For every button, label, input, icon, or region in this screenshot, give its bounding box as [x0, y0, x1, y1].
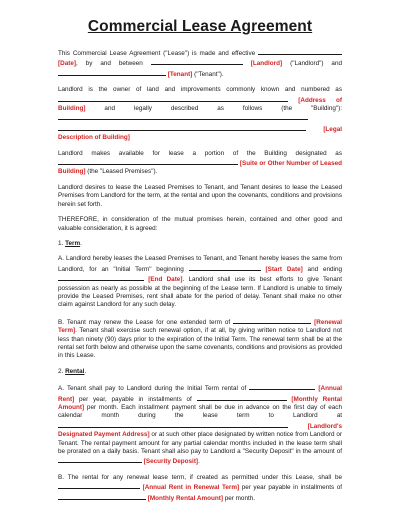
renewal-per-month-text: per month. — [224, 494, 256, 502]
renewal-monthly-field: [Monthly Rental Amount] — [147, 494, 223, 502]
section-term-number: 1. — [58, 239, 64, 247]
rental-due-text: per month. Each installment payment shall be due in advance on the first day of each calendar month during the lease term to Landlord at — [58, 404, 343, 420]
term-paragraph-a — [58, 255, 342, 309]
legal-description-field: [Legal Description of Building] — [58, 125, 342, 142]
parties-paragraph — [58, 48, 342, 79]
document-title: Commercial Lease Agreement — [87, 18, 313, 35]
section-term-period: . — [80, 239, 82, 247]
recital-paragraph: Landlord desires to lease the Leased Premises to Tenant, and Tenant desires to lease the Leased Premises from Landlord for the term, at the rental and upon the covenants, conditions and provisions herein set forth. — [58, 183, 342, 208]
section-rental-period: . — [84, 367, 87, 375]
section-rental-number: 2. — [58, 367, 64, 375]
start-date-field: [Start Date] — [265, 265, 303, 273]
term-ending-text: and ending — [307, 265, 342, 273]
end-date-field: [End Date] — [148, 276, 183, 284]
parties-between-text: , by and between — [75, 60, 143, 68]
landlord-blank — [151, 58, 243, 65]
premises-intro-text: Landlord makes available for lease a portion of the Building designated as — [58, 149, 342, 157]
rental-paragraph-a — [58, 383, 342, 467]
payment-address-field: [Landlord's Designated Payment Address] — [58, 422, 342, 439]
end-date-blank — [58, 274, 144, 281]
term-paragraph-b — [58, 317, 342, 361]
premises-defined-text: (the "Leased Premises"). — [87, 168, 158, 176]
term-body-text: . Landlord shall use its best efforts to give Tenant possession as nearly as possible at the beginning of the Lease term. If Landlord is unable to timely provide the Leased Premises, rent shall abate for the period of delay. Tenant shall make no other claim against Landlord for any such delay. — [58, 276, 343, 309]
renewal-monthly-blank — [58, 493, 146, 500]
landlord-field: [Landlord] — [250, 60, 283, 68]
start-date-blank — [189, 264, 261, 271]
term-intro-text: A. Landlord hereby leases the Leased Premises to Tenant, and Tenant hereby leases the same from Landlord, for an "Initial Term" beginning — [58, 255, 342, 273]
renewal-rent-intro-text: B. The rental for any renewal lease term, if created as permitted under this Lease, shall be — [58, 473, 342, 481]
renewal-intro-text: B. Tenant may renew the Lease for one extended term of — [58, 318, 231, 326]
building-paragraph — [58, 86, 342, 142]
annual-rent-field: [Annual Rent] — [58, 385, 342, 403]
renewal-installments-text: per year payable in installments of — [241, 484, 343, 492]
section-term-label: Term — [65, 239, 81, 247]
section-rental-heading — [58, 368, 342, 376]
rental-intro-text: A. Tenant shall pay to Landlord during the Initial Term rental of — [58, 385, 247, 393]
parties-tenant-text: ("Tenant"). — [194, 70, 224, 78]
premises-paragraph — [58, 150, 342, 177]
building-described-text: and legally described as follows (the "Building"): — [104, 105, 343, 113]
renewal-body-text: . Tenant shall exercise such renewal option, if at all, by giving written notice to Landlord not less than ninety (90) days prior to the expiration of the Initial Term. The renewal term shall be at the rental set forth below and otherwise upon the same covenants, conditions and provisions as provided in this Lease. — [58, 327, 342, 360]
legal-blank-2 — [58, 124, 306, 131]
date-blank — [258, 48, 342, 55]
rental-installments-text: per year, payable in installments of — [79, 395, 192, 403]
renewal-annual-blank — [58, 482, 140, 489]
security-deposit-field: [Security Deposit] — [143, 458, 199, 466]
payment-address-blank — [58, 421, 288, 428]
tenant-field: [Tenant] — [167, 70, 193, 78]
section-rental-label: Rental — [65, 367, 85, 375]
address-blank — [58, 95, 288, 102]
building-intro-text: Landlord is the owner of land and improvements commonly known and numbered as — [58, 86, 342, 94]
monthly-rent-field: [Monthly Rental Amount] — [58, 395, 343, 411]
rental-notice-text: or at such other place designated by written notice from Landlord or Tenant. The rental payment amount for any partial calendar months included in the lease term shall be prorated on a daily basis. Tenant shall also pay to Landlord a "Security Deposit" in the amount of — [58, 431, 342, 456]
section-term-heading — [58, 240, 342, 248]
parties-intro-text: This Commercial Lease Agreement ("Lease") is made and effective — [58, 50, 256, 57]
parties-landlord-text: ("Landlord") and — [290, 60, 343, 68]
security-deposit-blank — [58, 456, 142, 463]
annual-rent-blank — [249, 383, 315, 390]
consideration-paragraph: THEREFORE, in consideration of the mutual promises herein, contained and other good and valuable consideration, it is agreed: — [58, 216, 342, 232]
renewal-term-blank — [233, 317, 311, 324]
suite-field: [Suite or Other Number of Leased Building] — [58, 160, 343, 176]
renewal-annual-field: [Annual Rent in Renewal Term] — [142, 484, 240, 492]
date-field: [Date] — [58, 60, 76, 68]
rental-paragraph-b — [58, 474, 342, 503]
suite-blank — [58, 158, 238, 165]
rental-end-text: . — [198, 458, 200, 466]
building-address-field: [Address of Building] — [58, 96, 343, 113]
tenant-blank — [58, 69, 166, 76]
monthly-rent-blank — [197, 394, 287, 401]
legal-blank-1 — [58, 113, 308, 120]
renewal-term-field: [Renewal Term] — [58, 318, 342, 335]
